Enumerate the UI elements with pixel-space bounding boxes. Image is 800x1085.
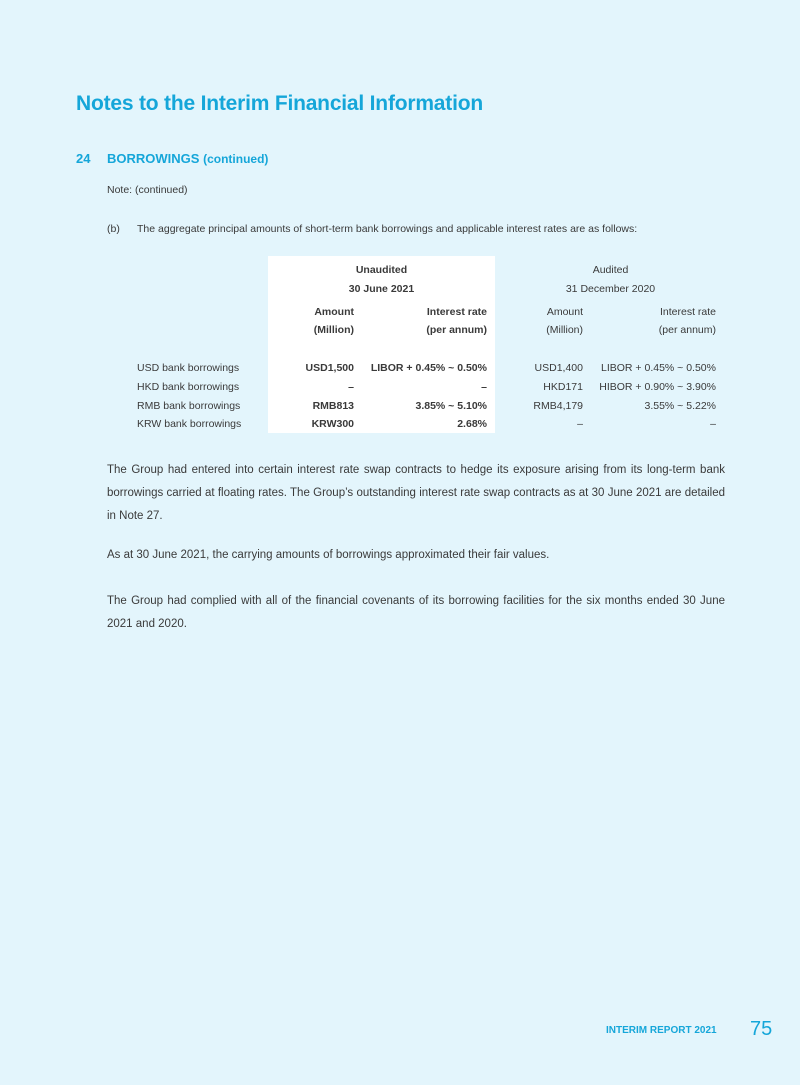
item-b (107, 223, 637, 235)
paragraph-covenants: The Group had complied with all of the financial covenants of its borrowing facilities for the six months ended 30 June 2021 and 2020. (107, 595, 725, 630)
page-title: Notes to the Interim Financial Information (76, 92, 483, 115)
section-suffix: (continued) (203, 152, 269, 166)
section-heading (76, 151, 268, 166)
cell-amount-2021: RMB813 (312, 400, 354, 412)
col-header-amount: Amount (546, 306, 583, 318)
footer-report-title: INTERIM REPORT 2021 (606, 1025, 717, 1036)
page-number: 75 (750, 1018, 773, 1040)
col-header-interest-rate: Interest rate (659, 306, 716, 318)
col-header-unit: (Million) (313, 324, 354, 336)
cell-rate-2021: 2.68% (457, 418, 487, 430)
row-label: USD bank borrowings (137, 362, 240, 374)
row-label: HKD bank borrowings (137, 381, 240, 393)
paragraph-fair-values: As at 30 June 2021, the carrying amounts of borrowings approximated their fair values. (107, 549, 550, 561)
col-header-interest-rate: Interest rate (426, 306, 487, 318)
col-header-unit: (Million) (546, 324, 583, 336)
cell-rate-2021: 3.85% ~ 5.10% (415, 400, 487, 412)
section-number: 24 (76, 151, 91, 166)
note-label: Note: (continued) (107, 184, 188, 196)
cell-amount-2021: USD1,500 (305, 362, 354, 374)
group-date-audited: 31 December 2020 (565, 283, 656, 295)
cell-rate-2020: HIBOR + 0.90% ~ 3.90% (599, 381, 716, 393)
group-status-audited: Audited (592, 264, 629, 276)
row-label: RMB bank borrowings (137, 400, 241, 412)
cell-rate-2020: 3.55% ~ 5.22% (644, 400, 716, 412)
cell-rate-2020: – (710, 418, 716, 430)
section-title: BORROWINGS (107, 151, 200, 166)
group-status-unaudited: Unaudited (355, 264, 408, 276)
group-date-unaudited: 30 June 2021 (348, 283, 415, 295)
cell-amount-2021: KRW300 (311, 418, 354, 430)
cell-rate-2021: LIBOR + 0.45% ~ 0.50% (370, 362, 487, 374)
cell-amount-2020: USD1,400 (534, 362, 583, 374)
cell-amount-2020: RMB4,179 (533, 400, 583, 412)
cell-rate-2020: LIBOR + 0.45% ~ 0.50% (601, 362, 716, 374)
col-header-amount: Amount (314, 306, 354, 318)
cell-amount-2020: HKD171 (543, 381, 583, 393)
cell-amount-2020: – (577, 418, 583, 430)
cell-rate-2021: – (481, 381, 487, 393)
paragraph-swap-contracts: The Group had entered into certain interest rate swap contracts to hedge its exposure arising from its long-term bank borrowings carried at floating rates. The Group’s outstanding interest rate swap contracts as at 30 June 2021 are detailed in Note 27. (107, 464, 725, 522)
col-header-per-annum: (per annum) (426, 324, 487, 336)
col-header-per-annum: (per annum) (658, 324, 716, 336)
item-b-text: The aggregate principal amounts of short-term bank borrowings and applicable interest rates are as follows: (137, 223, 638, 235)
cell-amount-2021: – (348, 381, 354, 393)
item-b-letter: (b) (107, 223, 120, 235)
row-label: KRW bank borrowings (137, 418, 242, 430)
